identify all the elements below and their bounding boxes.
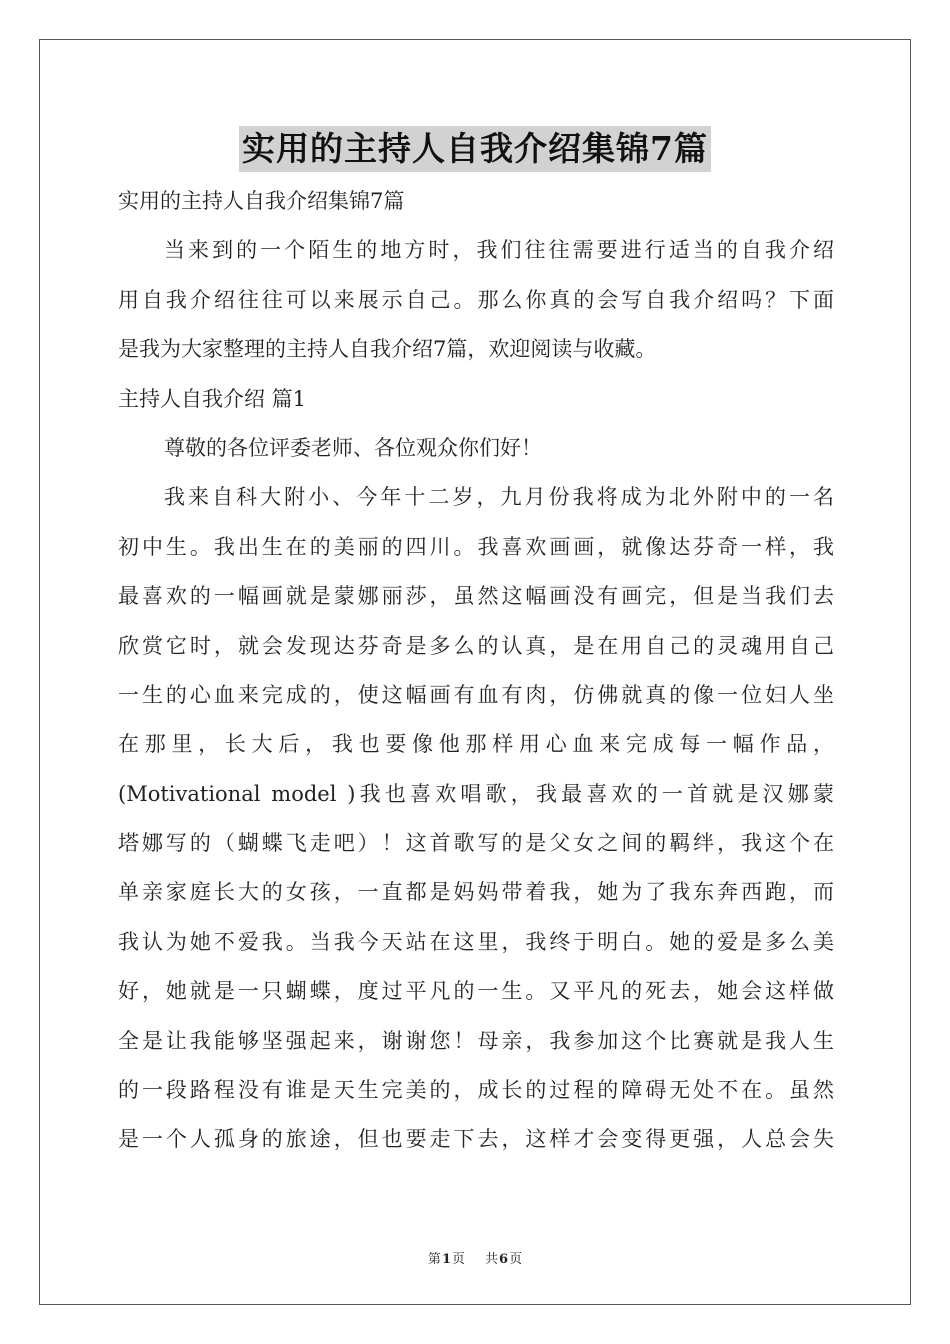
page-prefix: 第 [427,1252,441,1267]
body-line: 全是让我能够坚强起来，谢谢您！母亲，我参加这个比赛就是我人生 [118,1028,834,1053]
body-line: 塔娜写的（蝴蝶飞走吧）！这首歌写的是父女之间的羁绊，我这个在 [118,831,834,856]
total-suffix: 页 [509,1252,523,1267]
body-line: 单亲家庭长大的女孩，一直都是妈妈带着我，她为了我东奔西跑，而 [118,880,834,905]
page-number: 1 [441,1252,451,1267]
body-line: 最喜欢的一幅画就是蒙娜丽莎，虽然这幅画没有画完，但是当我们去 [118,584,834,609]
body-line: 的一段路程没有谁是天生完美的，成长的过程的障碍无处不在。虽然 [118,1078,834,1103]
body-line: 一生的心血来完成的，使这幅画有血有肉，仿佛就真的像一位妇人坐 [118,682,834,707]
greeting-line: 尊敬的各位评委老师、各位观众你们好！ [164,435,542,460]
section-heading: 主持人自我介绍 篇1 [118,386,307,411]
total-prefix: 共 [485,1252,499,1267]
body-line: (Motivational model )我也喜欢唱歌，我最喜欢的一首就是汉娜蒙 [118,781,834,806]
page-suffix: 页 [451,1252,465,1267]
intro-line: 用自我介绍往往可以来展示自己。那么你真的会写自我介绍吗？下面 [118,287,834,312]
intro-line: 是我为大家整理的主持人自我介绍7篇，欢迎阅读与收藏。 [118,337,657,362]
document-body [118,177,834,1165]
subtitle-line: 实用的主持人自我介绍集锦7篇 [118,189,405,213]
total-pages: 6 [499,1252,509,1267]
body-line: 初中生。我出生在的美丽的四川。我喜欢画画，就像达芬奇一样，我 [118,534,834,559]
title-container [0,126,950,172]
document-title: 实用的主持人自我介绍集锦7篇 [239,126,711,172]
body-line: 我来自科大附小、今年十二岁，九月份我将成为北外附中的一名 [164,485,834,510]
intro-line: 当来到的一个陌生的地方时，我们往往需要进行适当的自我介绍 [164,238,834,263]
body-line: 好，她就是一只蝴蝶，度过平凡的一生。又平凡的死去，她会这样做 [118,979,834,1004]
body-line: 我认为她不爱我。当我今天站在这里，我终于明白。她的爱是多么美 [118,929,834,954]
body-line: 欣赏它时，就会发现达芬奇是多么的认真，是在用自己的灵魂用自己 [118,633,834,658]
page-footer [0,1248,950,1267]
body-line: 在那里，长大后，我也要像他那样用心血来完成每一幅作品， [118,732,834,757]
body-line: 是一个人孤身的旅途，但也要走下去，这样才会变得更强，人总会失 [118,1127,834,1152]
